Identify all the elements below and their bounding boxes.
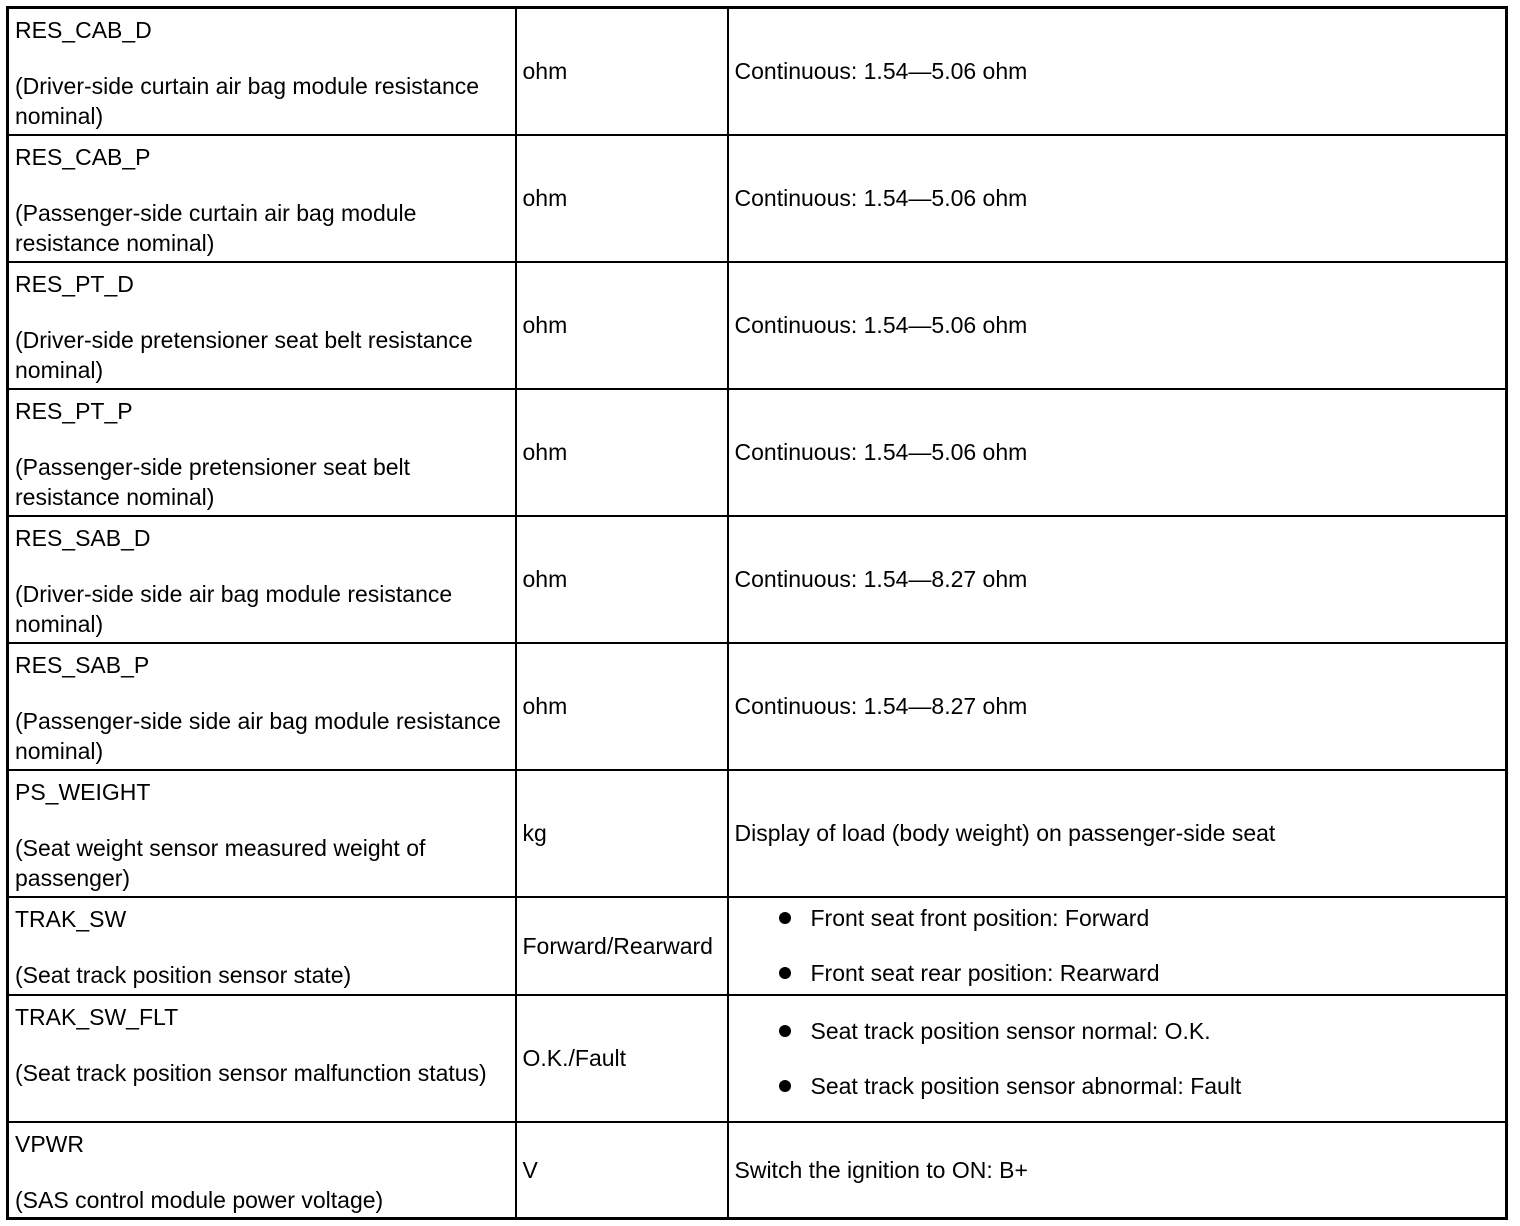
- condition-text: Seat track position sensor abnormal: Fault: [810, 1072, 1242, 1099]
- item-description: (Passenger-side pretensioner seat belt resistance nominal): [15, 453, 411, 510]
- table-row: [8, 135, 1507, 262]
- condition-list: [735, 1016, 1500, 1101]
- item-code: RES_CAB_D: [15, 17, 152, 43]
- list-item: [735, 958, 1500, 988]
- item-cell: [8, 1122, 516, 1219]
- condition-cell: Switch the ignition to ON: B+: [728, 1122, 1507, 1219]
- item-description: (Driver-side side air bag module resistance nominal): [15, 580, 453, 637]
- monitor-item-table: [6, 6, 1508, 1220]
- bullet-icon: [779, 967, 791, 979]
- bullet-icon: [779, 1025, 791, 1037]
- unit-cell: ohm: [516, 389, 728, 516]
- condition-cell: Continuous: 1.54—5.06 ohm: [728, 8, 1507, 135]
- unit-cell: ohm: [516, 516, 728, 643]
- unit-cell: Forward/Rearward: [516, 897, 728, 995]
- item-description: (Seat track position sensor state): [15, 961, 352, 988]
- list-item: [735, 1016, 1500, 1046]
- item-code: VPWR: [15, 1130, 84, 1157]
- item-code: RES_CAB_P: [15, 143, 151, 170]
- list-item: [735, 1071, 1500, 1101]
- condition-text: Seat track position sensor normal: O.K.: [810, 1017, 1211, 1044]
- table-row: [8, 262, 1507, 389]
- item-cell: [8, 135, 516, 262]
- item-description: (Seat track position sensor malfunction status): [15, 1059, 487, 1086]
- bullet-icon: [779, 912, 791, 924]
- unit-cell: ohm: [516, 135, 728, 262]
- item-cell: [8, 389, 516, 516]
- item-description: (SAS control module power voltage): [15, 1186, 384, 1213]
- item-cell: [8, 8, 516, 135]
- bullet-icon: [779, 1080, 791, 1092]
- item-code: RES_SAB_P: [15, 651, 150, 678]
- condition-cell: Continuous: 1.54—5.06 ohm: [728, 135, 1507, 262]
- item-description: (Passenger-side side air bag module resistance nominal): [15, 707, 501, 764]
- item-cell: [8, 516, 516, 643]
- item-cell: [8, 770, 516, 897]
- table-row: [8, 995, 1507, 1122]
- condition-cell: Continuous: 1.54—8.27 ohm: [728, 516, 1507, 643]
- item-code: TRAK_SW: [15, 905, 127, 932]
- item-description: (Seat weight sensor measured weight of passenger): [15, 834, 426, 891]
- condition-cell: Display of load (body weight) on passenger-side seat: [728, 770, 1507, 897]
- item-description: (Driver-side curtain air bag module resistance nominal): [15, 73, 480, 129]
- item-cell: [8, 995, 516, 1122]
- condition-list: [735, 903, 1500, 988]
- table-row: [8, 770, 1507, 897]
- item-code: RES_SAB_D: [15, 524, 151, 551]
- condition-cell: [728, 897, 1507, 995]
- item-code: TRAK_SW_FLT: [15, 1003, 179, 1030]
- list-item: [735, 903, 1500, 933]
- table-row: [8, 389, 1507, 516]
- unit-cell: ohm: [516, 643, 728, 770]
- condition-cell: Continuous: 1.54—5.06 ohm: [728, 262, 1507, 389]
- item-code: RES_PT_P: [15, 397, 133, 424]
- condition-text: Front seat front position: Forward: [810, 905, 1150, 931]
- table-row: [8, 897, 1507, 995]
- table-row: [8, 516, 1507, 643]
- condition-cell: Continuous: 1.54—8.27 ohm: [728, 643, 1507, 770]
- unit-cell: O.K./Fault: [516, 995, 728, 1122]
- item-code: PS_WEIGHT: [15, 778, 151, 805]
- table-row: [8, 643, 1507, 770]
- unit-cell: ohm: [516, 262, 728, 389]
- item-code: RES_PT_D: [15, 270, 134, 297]
- item-cell: [8, 262, 516, 389]
- item-cell: [8, 897, 516, 995]
- table-row: [8, 1122, 1507, 1219]
- item-cell: [8, 643, 516, 770]
- unit-cell: kg: [516, 770, 728, 897]
- condition-cell: Continuous: 1.54—5.06 ohm: [728, 389, 1507, 516]
- unit-cell: V: [516, 1122, 728, 1219]
- item-description: (Driver-side pretensioner seat belt resistance nominal): [15, 326, 473, 383]
- condition-cell: [728, 995, 1507, 1122]
- unit-cell: ohm: [516, 8, 728, 135]
- item-description: (Passenger-side curtain air bag module resistance nominal): [15, 199, 417, 256]
- table-row: [8, 8, 1507, 135]
- condition-text: Front seat rear position: Rearward: [810, 960, 1160, 986]
